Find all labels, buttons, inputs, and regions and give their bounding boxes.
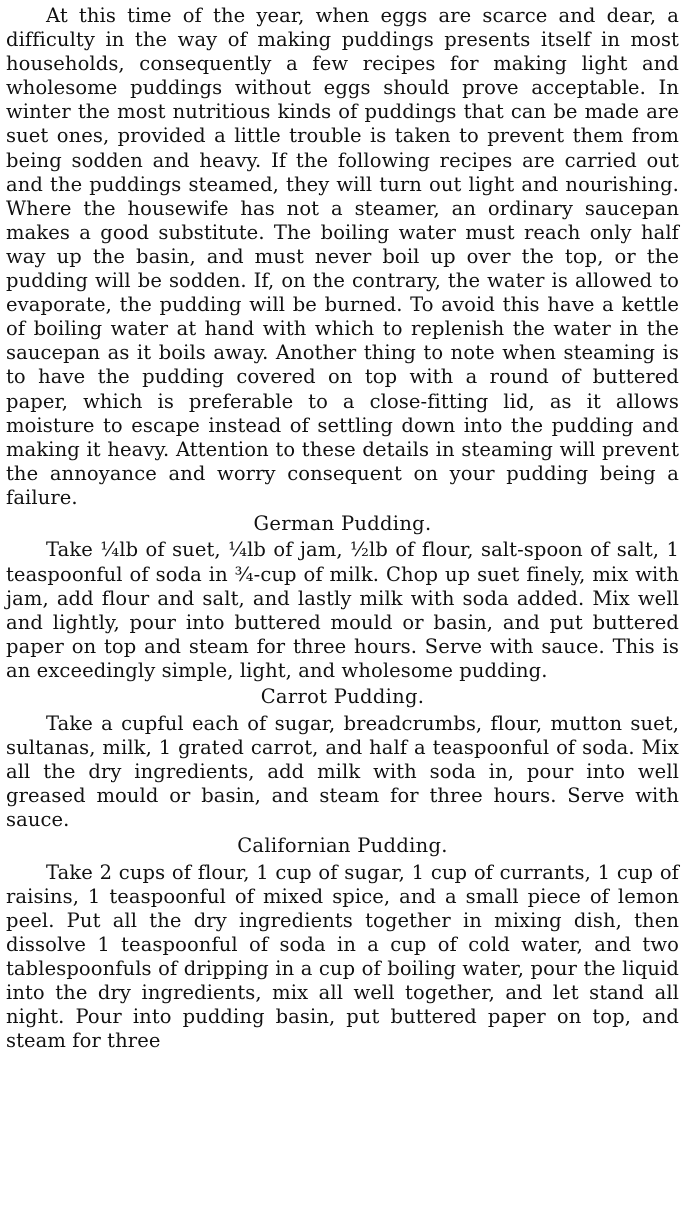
recipe-body-californian-pudding: Take 2 cups of flour, 1 cup of sugar, 1 cup of currants, 1 cup of raisins, 1 teaspoonful of mixed spice, and a small piece of lemon peel. Put all the dry ingredients together in mixing dish, then dissolve 1 teaspoonful of soda in a cup of cold water, and two tablespoonfuls of dripping in a cup of boiling water, pour the liquid into the dry ingredients, mix all well together, and let stand all night. Pour into pudding basin, put buttered paper on top, and steam for three xyxy=(6,860,679,1053)
intro-paragraph: At this time of the year, when eggs are scarce and dear, a difficulty in the way of making puddings presents itself in most households, consequently a few recipes for making light and wholesome puddings without eggs should prove acceptable. In winter the most nutritious kinds of puddings that can be made are suet ones, provided a little trouble is taken to prevent them from being sodden and heavy. If the following recipes are carried out and the puddings steamed, they will turn out light and nourishing. Where the housewife has not a steamer, an ordinary saucepan makes a good substitute. The boiling water must reach only half way up the basin, and must never boil up over the top, or the pudding will be sodden. If, on the contrary, the water is allowed to evaporate, the pudding will be burned. To avoid this have a kettle of boiling water at hand with which to replenish the water in the saucepan as it boils away. Another thing to note when steaming is to have the pudding covered on top with a round of buttered paper, which is preferable to a close-fitting lid, as it allows moisture to escape instead of settling down into the pudding and making it heavy. Attention to these details in steaming will prevent the annoyance and worry consequent on your pudding being a failure. xyxy=(6,4,679,509)
recipe-title-carrot-pudding: Carrot Pudding. xyxy=(260,685,425,709)
recipe-title-californian-pudding: Californian Pudding. xyxy=(237,834,448,857)
recipe-title-german-pudding: German Pudding. xyxy=(253,511,432,535)
recipe-body-german-pudding: Take ¼lb of suet, ¼lb of jam, ½lb of flour, salt-spoon of salt, 1 teaspoonful of soda in ¾-cup of milk. Chop up suet finely, mix with jam, add flour and salt, and lastly milk with soda added. Mix well and lightly, pour into buttered mould or basin, and put buttered paper on top and steam for three hours. Serve with sauce. This is an exceedingly simple, light, and wholesome pudding. xyxy=(6,538,679,682)
recipe-body-carrot-pudding: Take a cupful each of sugar, breadcrumbs, flour, mutton suet, sultanas, milk, 1 grated carrot, and half a teaspoonful of soda. Mix all the dry ingredients, add milk with soda in, pour into well greased mould or basin, and steam for three hours. Serve with sauce. xyxy=(6,711,679,831)
